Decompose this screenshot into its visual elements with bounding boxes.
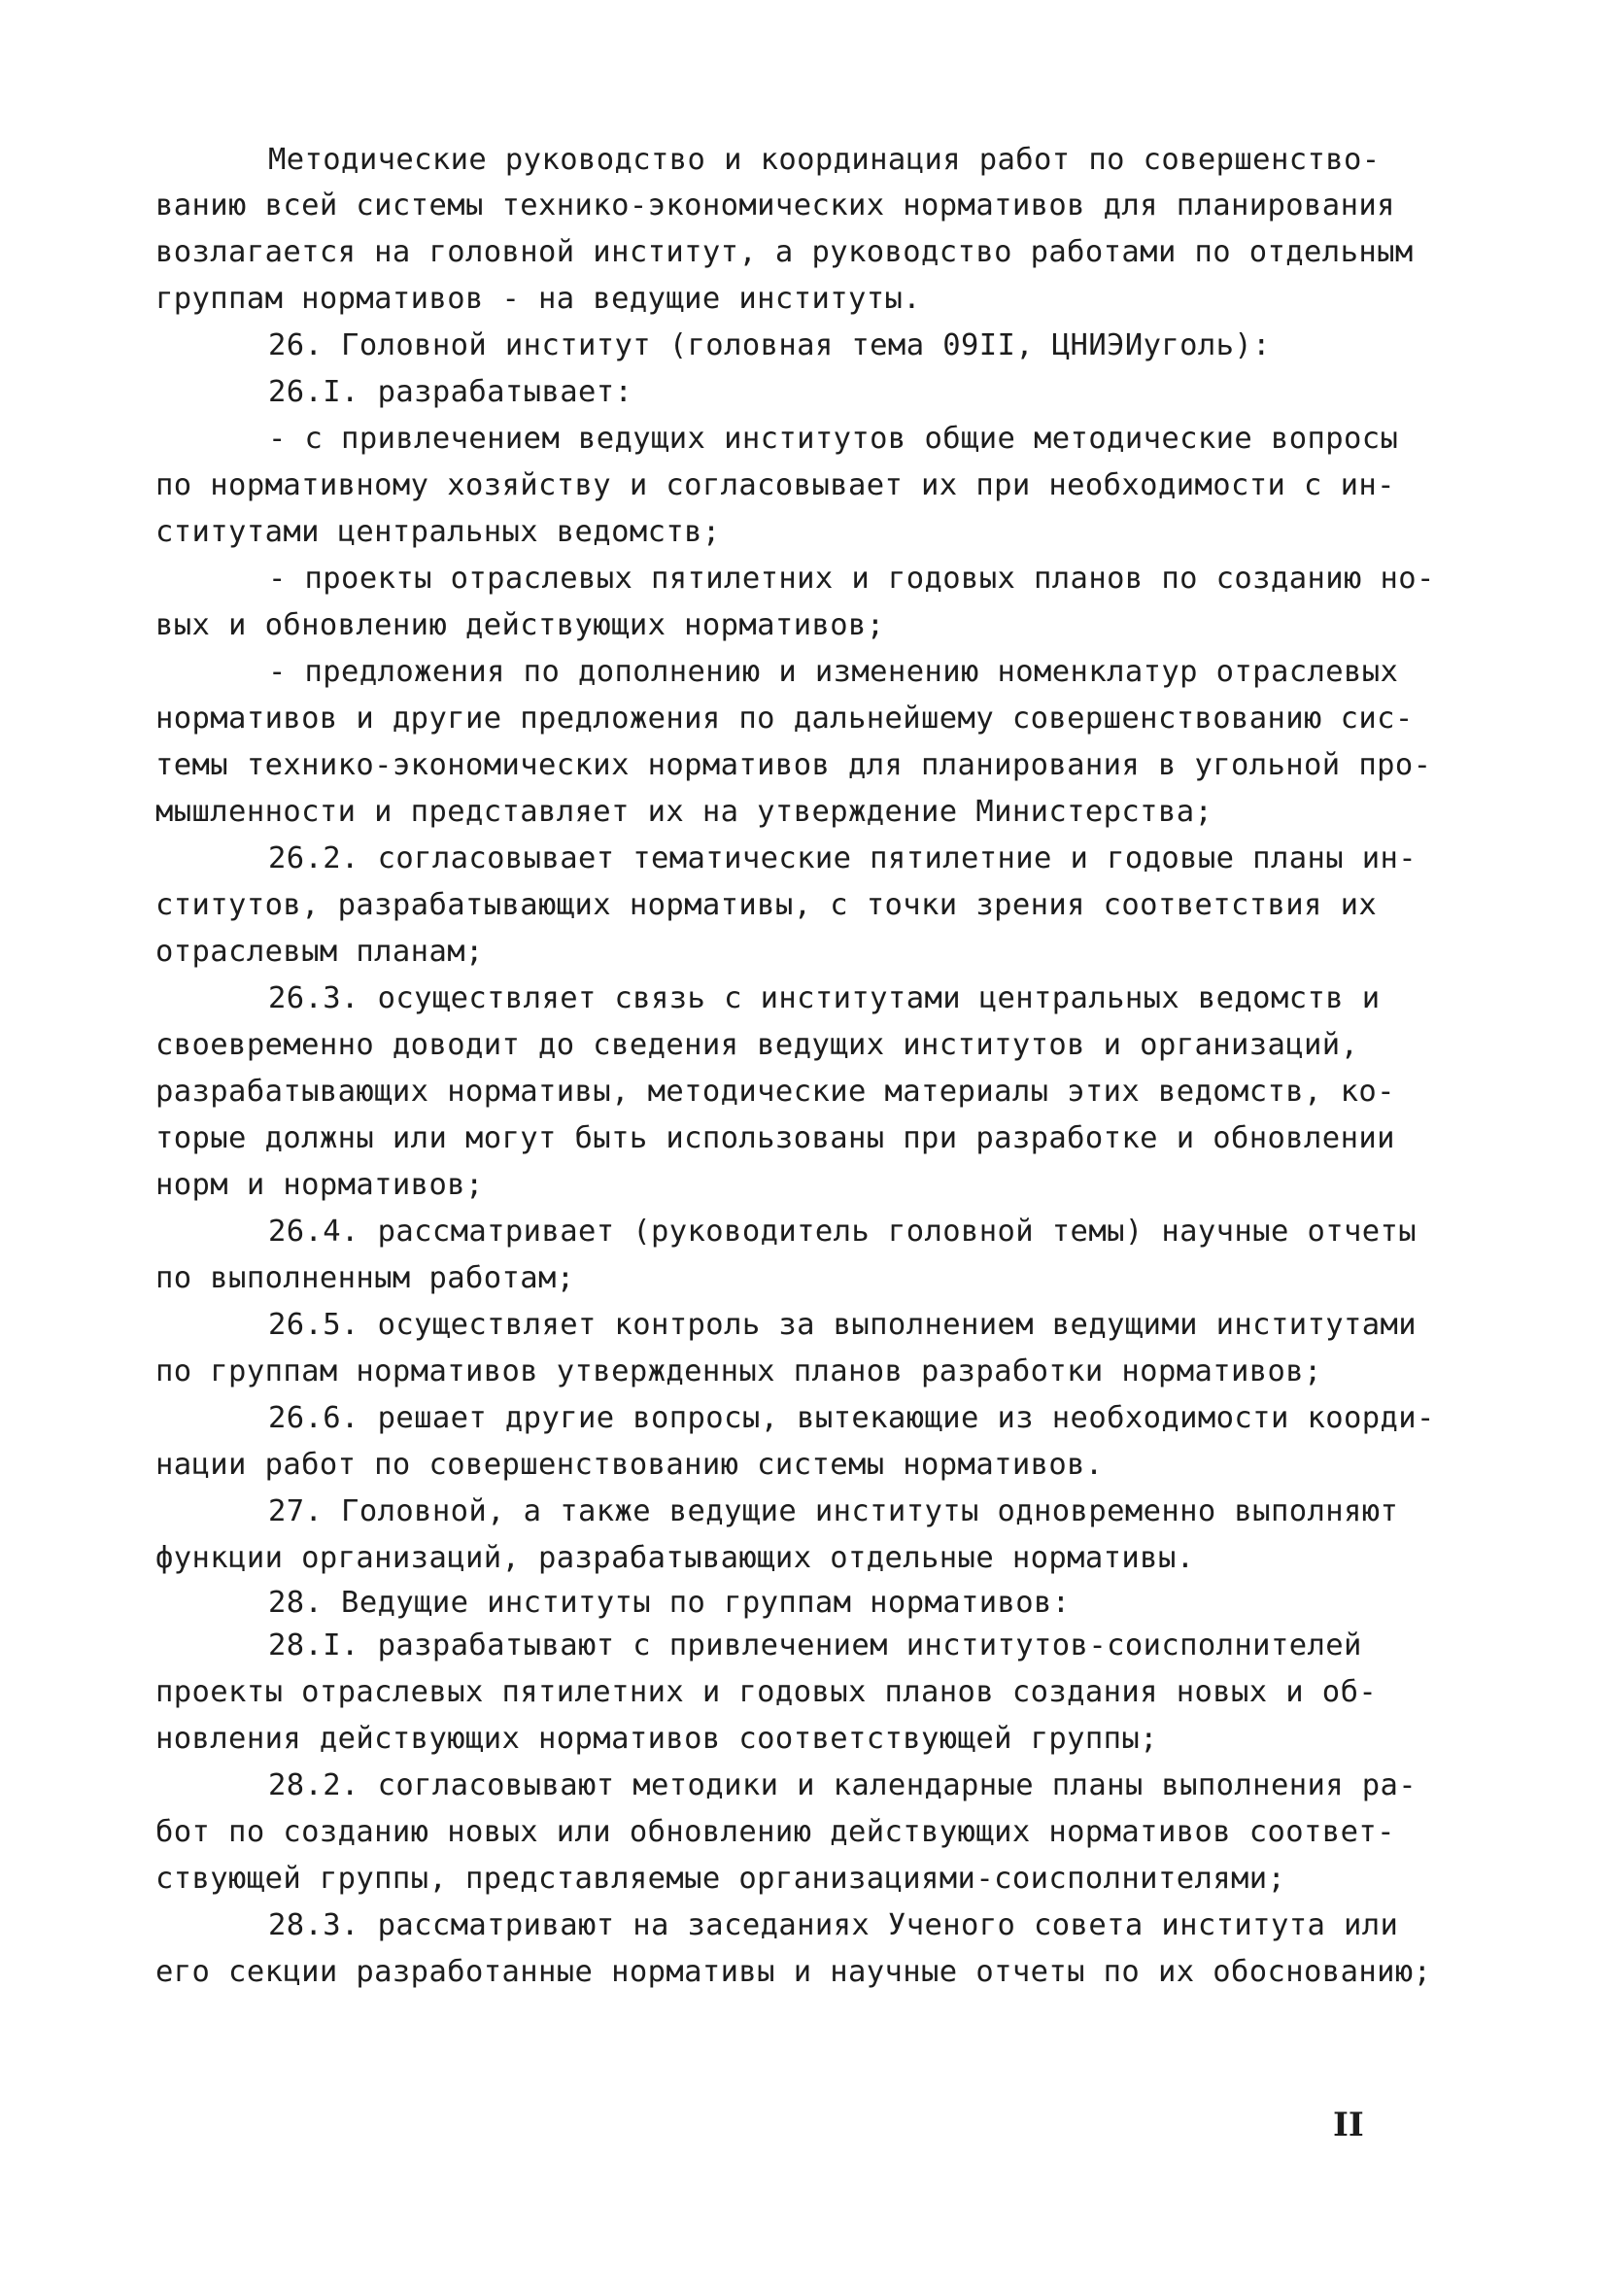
text-line: 28.3. рассматривают на заседаниях Ученого совета института или: [268, 1908, 1399, 1942]
text-line: группам нормативов - на ведущие институты.: [155, 282, 922, 316]
text-line: 28.2. согласовывают методики и календарные планы выполнения ра-: [268, 1768, 1418, 1802]
text-line: 26.3. осуществляет связь с институтами центральных ведомств и: [268, 981, 1381, 1015]
text-line: 26.6. решает другие вопросы, вытекающие из необходимости коорди-: [268, 1401, 1435, 1435]
text-line: 26.2. согласовывает тематические пятилетние и годовые планы ин-: [268, 841, 1418, 875]
text-line: темы технико-экономических нормативов для планирования в угольной про-: [155, 748, 1432, 782]
text-line: своевременно доводит до сведения ведущих институтов и организаций,: [155, 1028, 1359, 1062]
text-line: Методические руководство и координация работ по совершенство-: [268, 143, 1381, 177]
text-line: по нормативному хозяйству и согласовывает их при необходимости с ин-: [155, 468, 1395, 502]
text-line: бот по созданию новых или обновлению действующих нормативов соответ-: [155, 1815, 1395, 1849]
text-line: 28.I. разрабатывают с привлечением институтов-соисполнителей: [268, 1628, 1362, 1662]
text-line: норм и нормативов;: [155, 1168, 484, 1202]
text-line: торые должны или могут быть использованы при разработке и обновлении: [155, 1121, 1395, 1155]
text-line: по группам нормативов утвержденных планов разработки нормативов;: [155, 1354, 1322, 1388]
text-line: ствующей группы, представляемые организациями-соисполнителями;: [155, 1862, 1286, 1896]
text-line: 27. Головной, а также ведущие институты одновременно выполняют: [268, 1494, 1399, 1528]
text-line: вых и обновлению действующих нормативов;: [155, 608, 885, 642]
text-line: 26.I. разрабатывает:: [268, 375, 633, 409]
text-line: его секции разработанные нормативы и научные отчеты по их обоснованию;: [155, 1955, 1432, 1989]
text-line: 26. Головной институт (головная тема 09II, ЦНИЭИуголь):: [268, 328, 1271, 362]
text-line: ститутов, разрабатывающих нормативы, с точки зрения соответствия их: [155, 888, 1378, 922]
text-line: функции организаций, разрабатывающих отдельные нормативы.: [155, 1541, 1195, 1575]
text-line: разрабатывающих нормативы, методические материалы этих ведомств, ко-: [155, 1075, 1395, 1109]
text-line: новления действующих нормативов соответствующей группы;: [155, 1722, 1158, 1756]
text-line: - предложения по дополнению и изменению номенклатур отраслевых: [268, 655, 1399, 689]
text-line: 26.5. осуществляет контроль за выполнением ведущими институтами: [268, 1308, 1418, 1342]
text-line: ванию всей системы технико-экономических нормативов для планирования: [155, 188, 1395, 223]
text-line: нормативов и другие предложения по дальнейшему совершенствованию сис-: [155, 702, 1414, 736]
text-line: возлагается на головной институт, а руководство работами по отдельным: [155, 235, 1414, 269]
text-line: ститутами центральных ведомств;: [155, 515, 721, 549]
text-line: по выполненным работам;: [155, 1261, 575, 1295]
text-line: отраслевым планам;: [155, 935, 484, 969]
text-line: 26.4. рассматривает (руководитель головной темы) научные отчеты: [268, 1215, 1418, 1249]
text-line: проекты отраслевых пятилетних и годовых планов создания новых и об-: [155, 1675, 1378, 1709]
text-line: - с привлечением ведущих институтов общие методические вопросы: [268, 422, 1399, 456]
text-line: нации работ по совершенствованию системы нормативов.: [155, 1448, 1104, 1482]
page-number: II: [1333, 2106, 1364, 2144]
text-line: мышленности и представляет их на утверждение Министерства;: [155, 795, 1213, 829]
text-line: - проекты отраслевых пятилетних и годовых планов по созданию но-: [268, 562, 1435, 596]
text-line: 28. Ведущие институты по группам нормативов:: [268, 1586, 1071, 1620]
